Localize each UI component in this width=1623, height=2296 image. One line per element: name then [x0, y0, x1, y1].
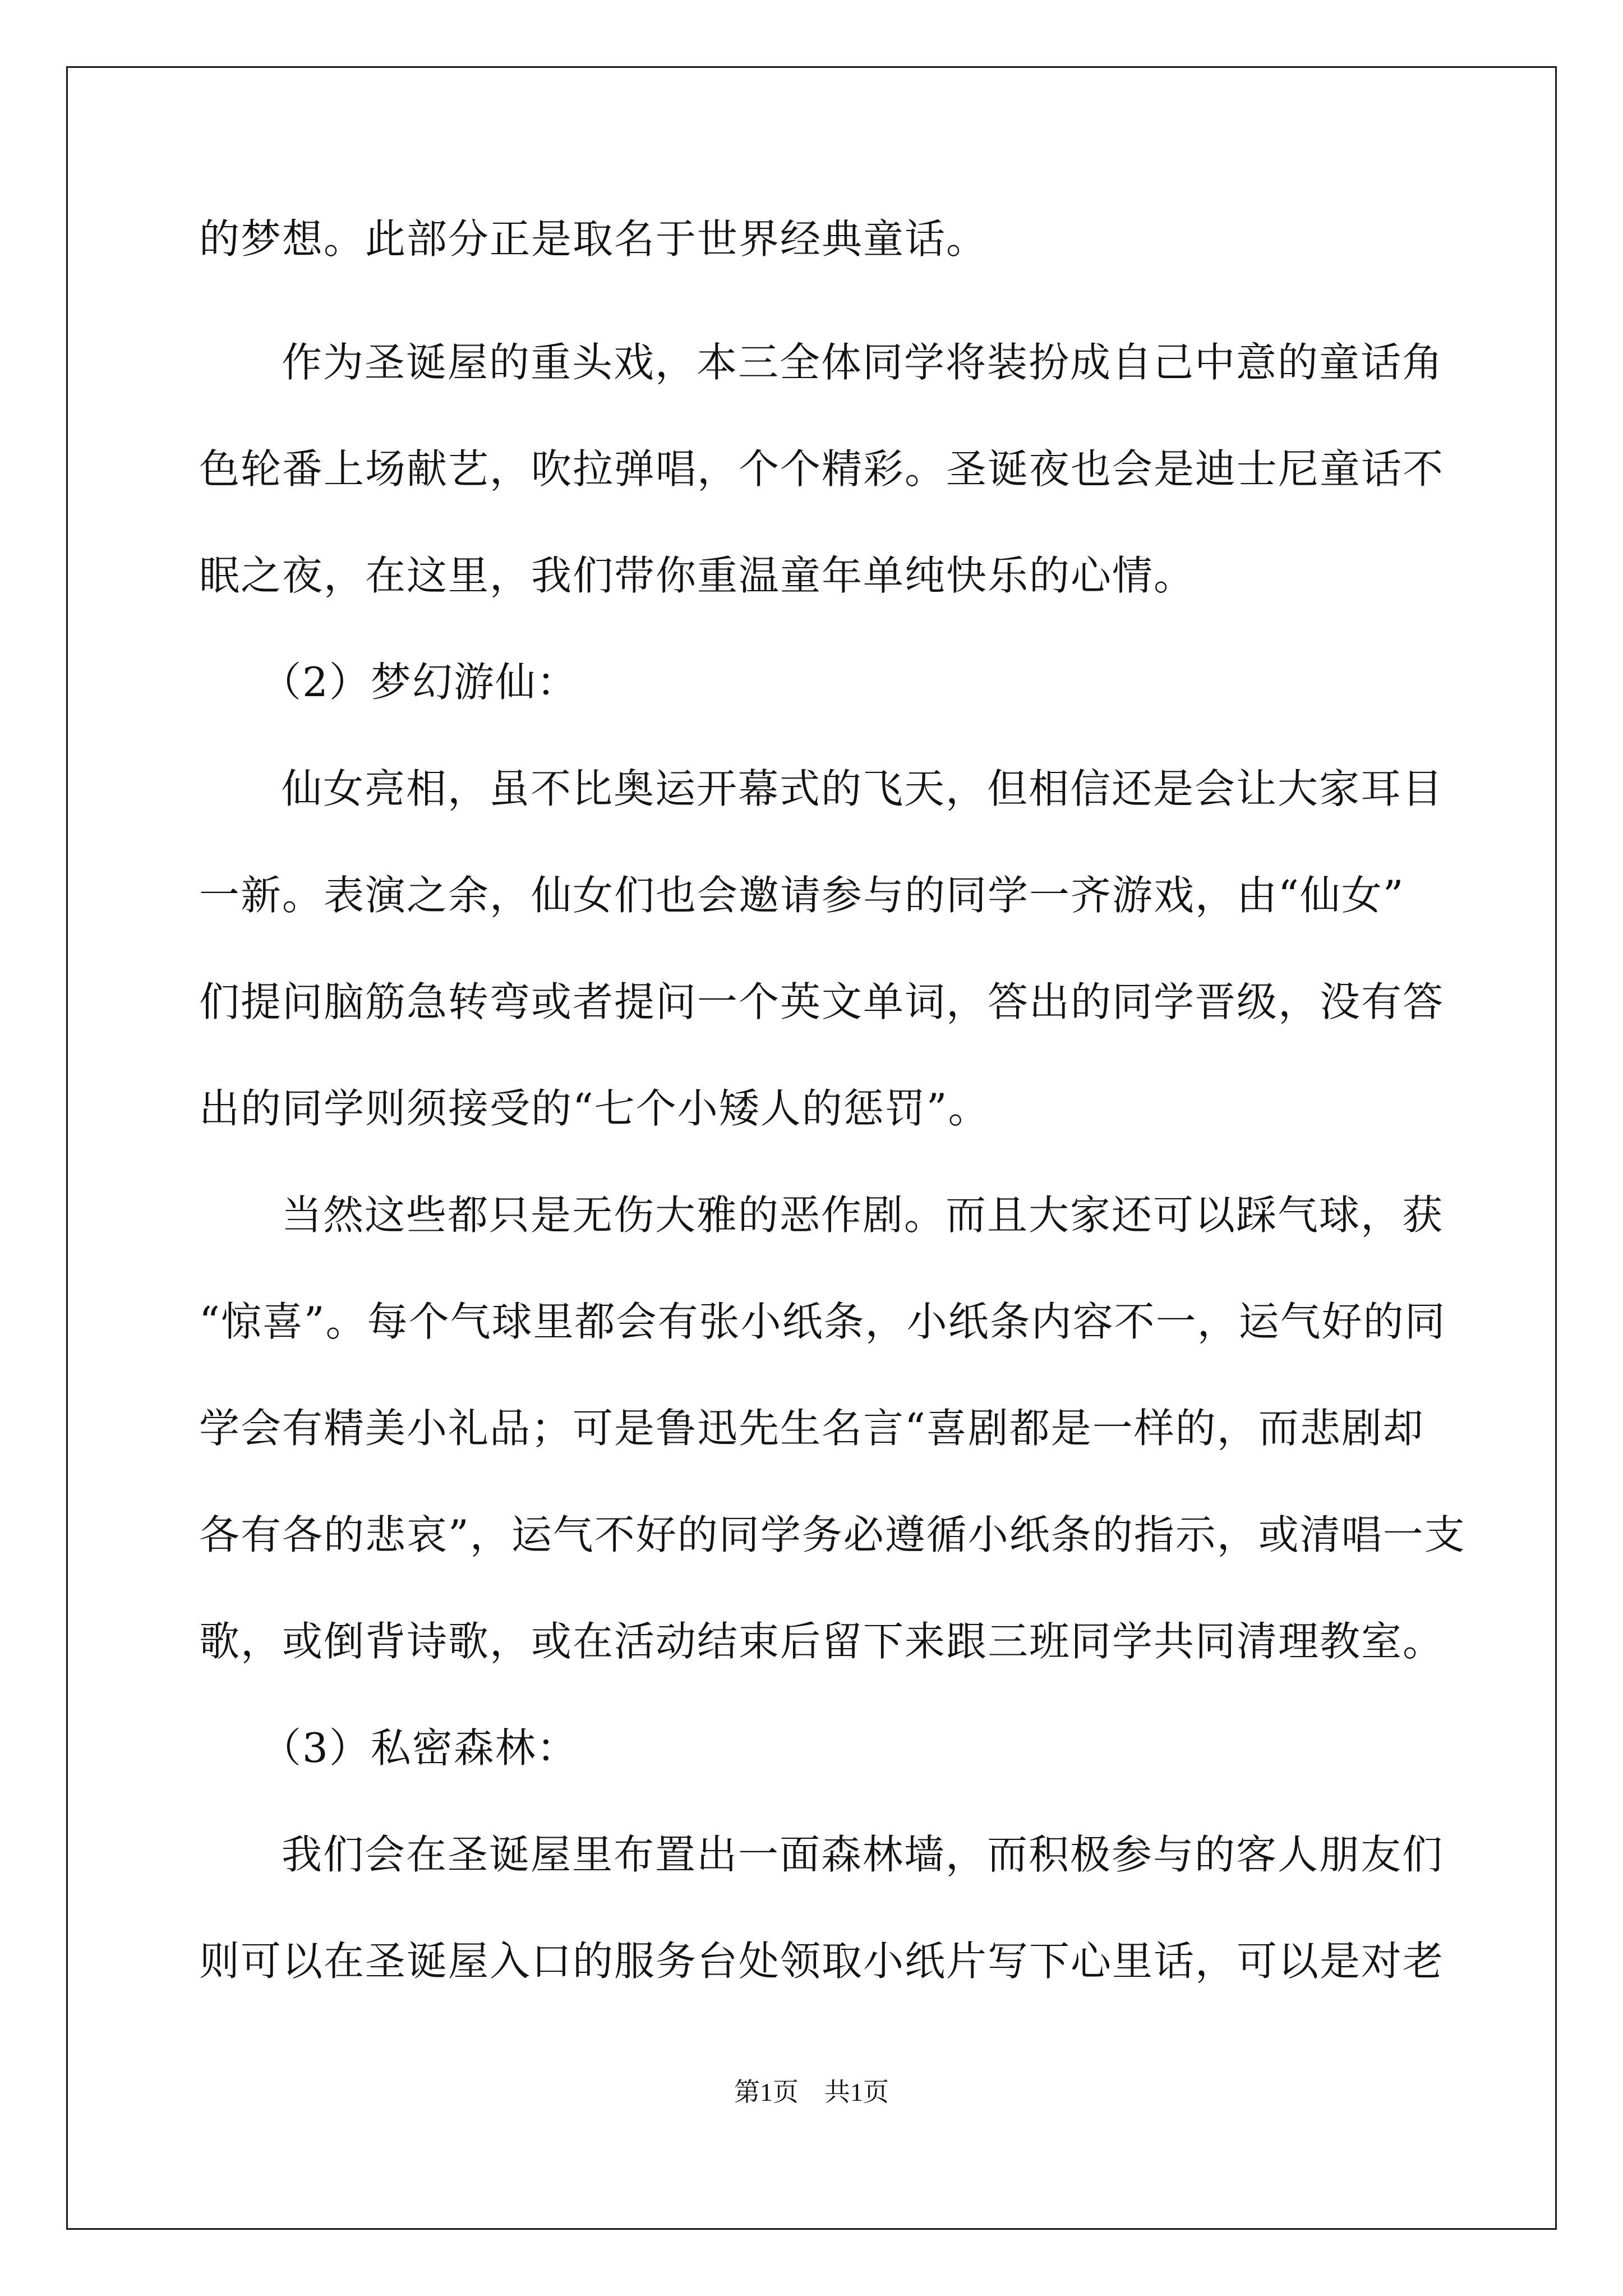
paragraph-line: 一新。表演之余，仙女们也会邀请参与的同学一齐游戏，由“仙女” — [199, 872, 1405, 919]
paragraph-line: “惊喜”。每个气球里都会有张小纸条，小纸条内容不一，运气好的同 — [199, 1298, 1446, 1345]
paragraph-line: 的梦想。此部分正是取名于世界经典童话。 — [199, 215, 988, 263]
paragraph-line: 眠之夜，在这里，我们带你重温童年单纯快乐的心情。 — [199, 552, 1196, 599]
section-heading: （3）私密森林： — [261, 1724, 578, 1772]
paragraph-line: 各有各的悲哀”，运气不好的同学务必遵循小纸条的指示，或清唱一支 — [199, 1511, 1466, 1558]
paragraph-line: 们提问脑筋急转弯或者提问一个英文单词，答出的同学晋级，没有答 — [199, 978, 1445, 1025]
page-border — [66, 66, 1557, 2230]
paragraph-line: 学会有精美小礼品；可是鲁迅先生名言“喜剧都是一样的，而悲剧却 — [199, 1405, 1424, 1452]
paragraph-line: 当然这些都只是无伤大雅的恶作剧。而且大家还可以踩气球，获 — [282, 1191, 1444, 1239]
paragraph-line: 我们会在圣诞屋里布置出一面森林墙，而积极参与的客人朋友们 — [282, 1831, 1444, 1878]
paragraph-line: 色轮番上场献艺，吹拉弹唱，个个精彩。圣诞夜也会是迪士尼童话不 — [199, 445, 1445, 493]
paragraph-line: 歌，或倒背诗歌，或在活动结束后留下来跟三班同学共同清理教室。 — [199, 1618, 1445, 1665]
paragraph-line: 仙女亮相，虽不比奥运开幕式的飞天，但相信还是会让大家耳目 — [282, 765, 1444, 812]
paragraph-line: 则可以在圣诞屋入口的服务台处领取小纸片写下心里话，可以是对老 — [199, 1938, 1445, 1985]
section-heading: （2）梦幻游仙： — [261, 659, 578, 706]
page-number: 第1页 共1页 — [734, 2078, 889, 2106]
paragraph-line: 出的同学则须接受的“七个小矮人的惩罚”。 — [199, 1085, 990, 1132]
paragraph-line: 作为圣诞屋的重头戏，本三全体同学将装扮成自己中意的童话角 — [282, 339, 1444, 386]
